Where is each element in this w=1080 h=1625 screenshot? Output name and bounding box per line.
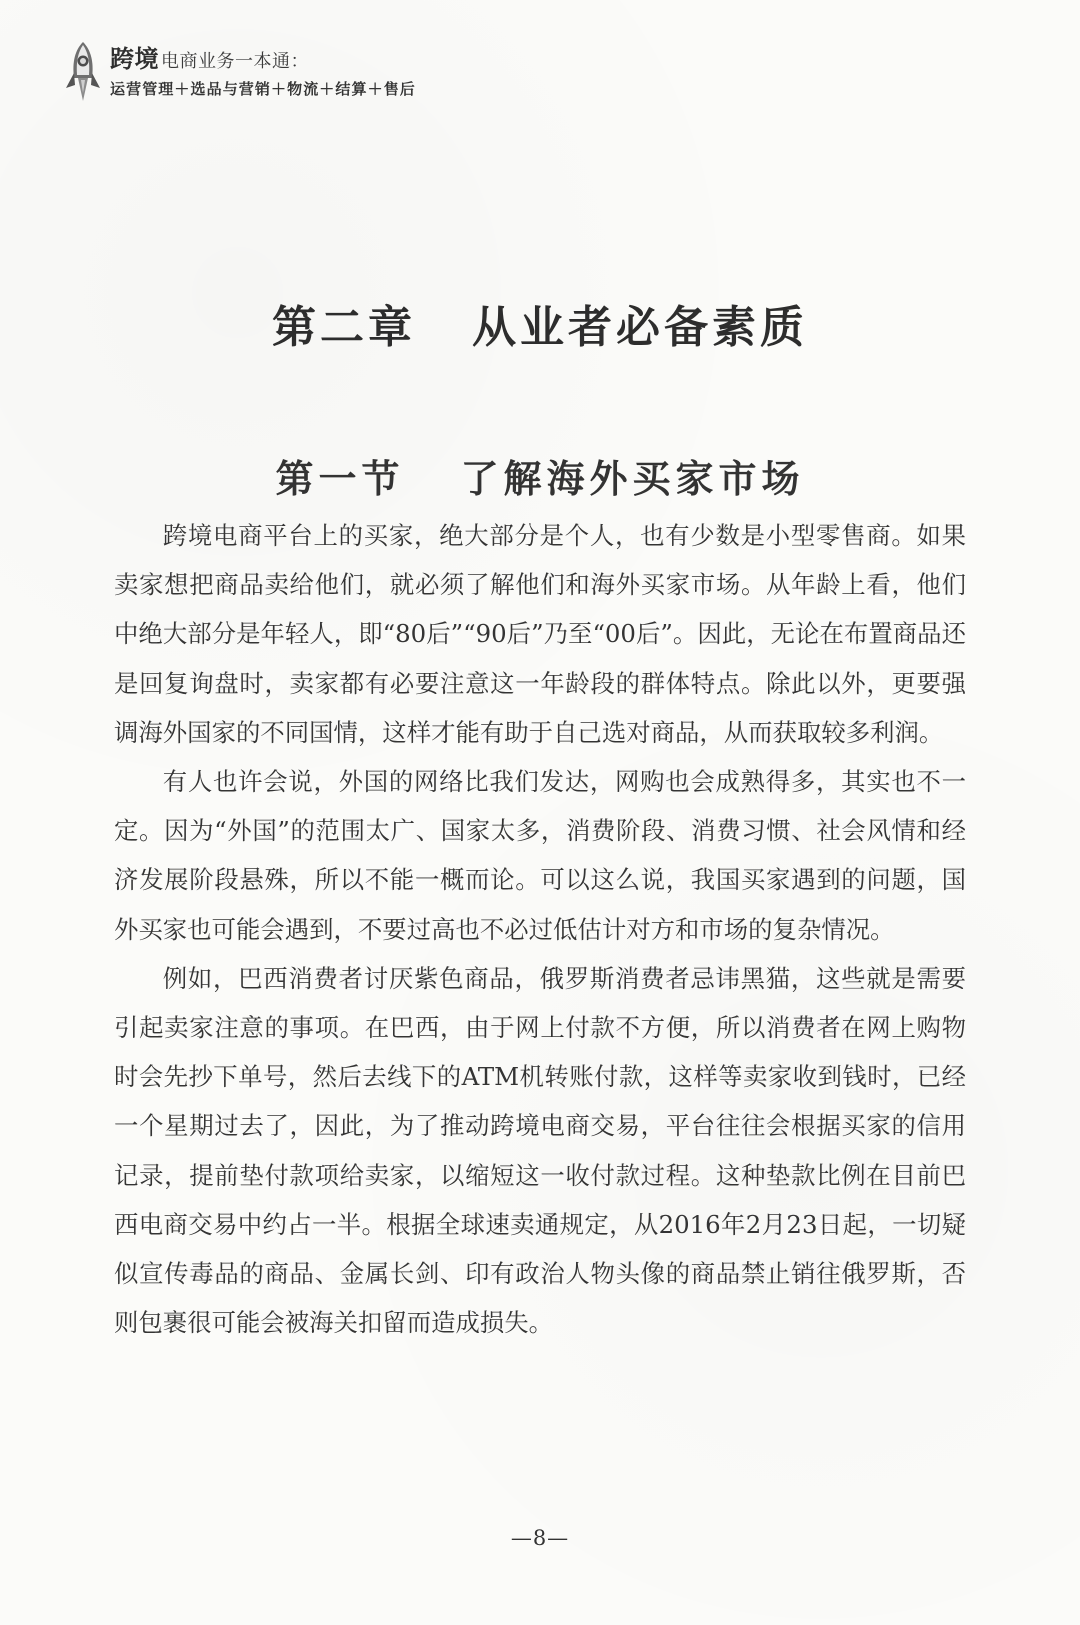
section-heading xyxy=(0,448,1080,503)
paragraph-2: 有人也许会说，外国的网络比我们发达，网购也会成熟得多，其实也不一定。因为“外国”的范围太广、国家太多，消费阶段、消费习惯、社会风情和经济发展阶段悬殊，所以不能一概而论。可以这么说，我国买家遇到的问题，国外买家也可能会遇到，不要过高也不必过低估计对方和市场的复杂情况。 xyxy=(114,767,966,944)
page-number: —8— xyxy=(510,1526,570,1550)
section-title: 了解海外买家市场 xyxy=(460,456,805,501)
book-subtitle: 运营管理＋选品与营销＋物流＋结算＋售后 xyxy=(110,80,416,98)
book-title-rest: 电商业务一本通： xyxy=(161,51,309,72)
body-text xyxy=(114,511,966,1347)
book-title-strong: 跨境 xyxy=(110,45,159,73)
section-number: 第一节 xyxy=(275,456,405,501)
running-header xyxy=(64,38,484,110)
rocket-icon xyxy=(64,40,102,104)
paragraph-1: 跨境电商平台上的买家，绝大部分是个人，也有少数是小型零售商。如果卖家想把商品卖给他们，就必须了解他们和海外买家市场。从年龄上看，他们中绝大部分是年轻人，即“80后”“90后”乃至“00后”。因此，无论在布置商品还是回复询盘时，卖家都有必要注意这一年龄段的群体特点。除此以外，更要强调海外国家的不同国情，这样才能有助于自己选对商品，从而获取较多利润。 xyxy=(114,521,966,747)
chapter-number: 第二章 xyxy=(272,302,416,354)
book-title xyxy=(110,46,309,75)
chapter-title: 从业者必备素质 xyxy=(472,302,808,354)
paragraph-3: 例如，巴西消费者讨厌紫色商品，俄罗斯消费者忌讳黑猫，这些就是需要引起卖家注意的事项。在巴西，由于网上付款不方便，所以消费者在网上购物时会先抄下单号，然后去线下的ATM机转账付款，这样等卖家收到钱时，已经一个星期过去了，因此，为了推动跨境电商交易，平台往往会根据买家的信用记录，提前垫付款项给卖家，以缩短这一收付款过程。这种垫款比例在目前巴西电商交易中约占一半。根据全球速卖通规定，从2016年2月23日起，一切疑似宣传毒品的商品、金属长剑、印有政治人物头像的商品禁止销往俄罗斯，否则包裹很可能会被海关扣留而造成损失。 xyxy=(114,963,966,1338)
chapter-heading xyxy=(0,291,1080,355)
